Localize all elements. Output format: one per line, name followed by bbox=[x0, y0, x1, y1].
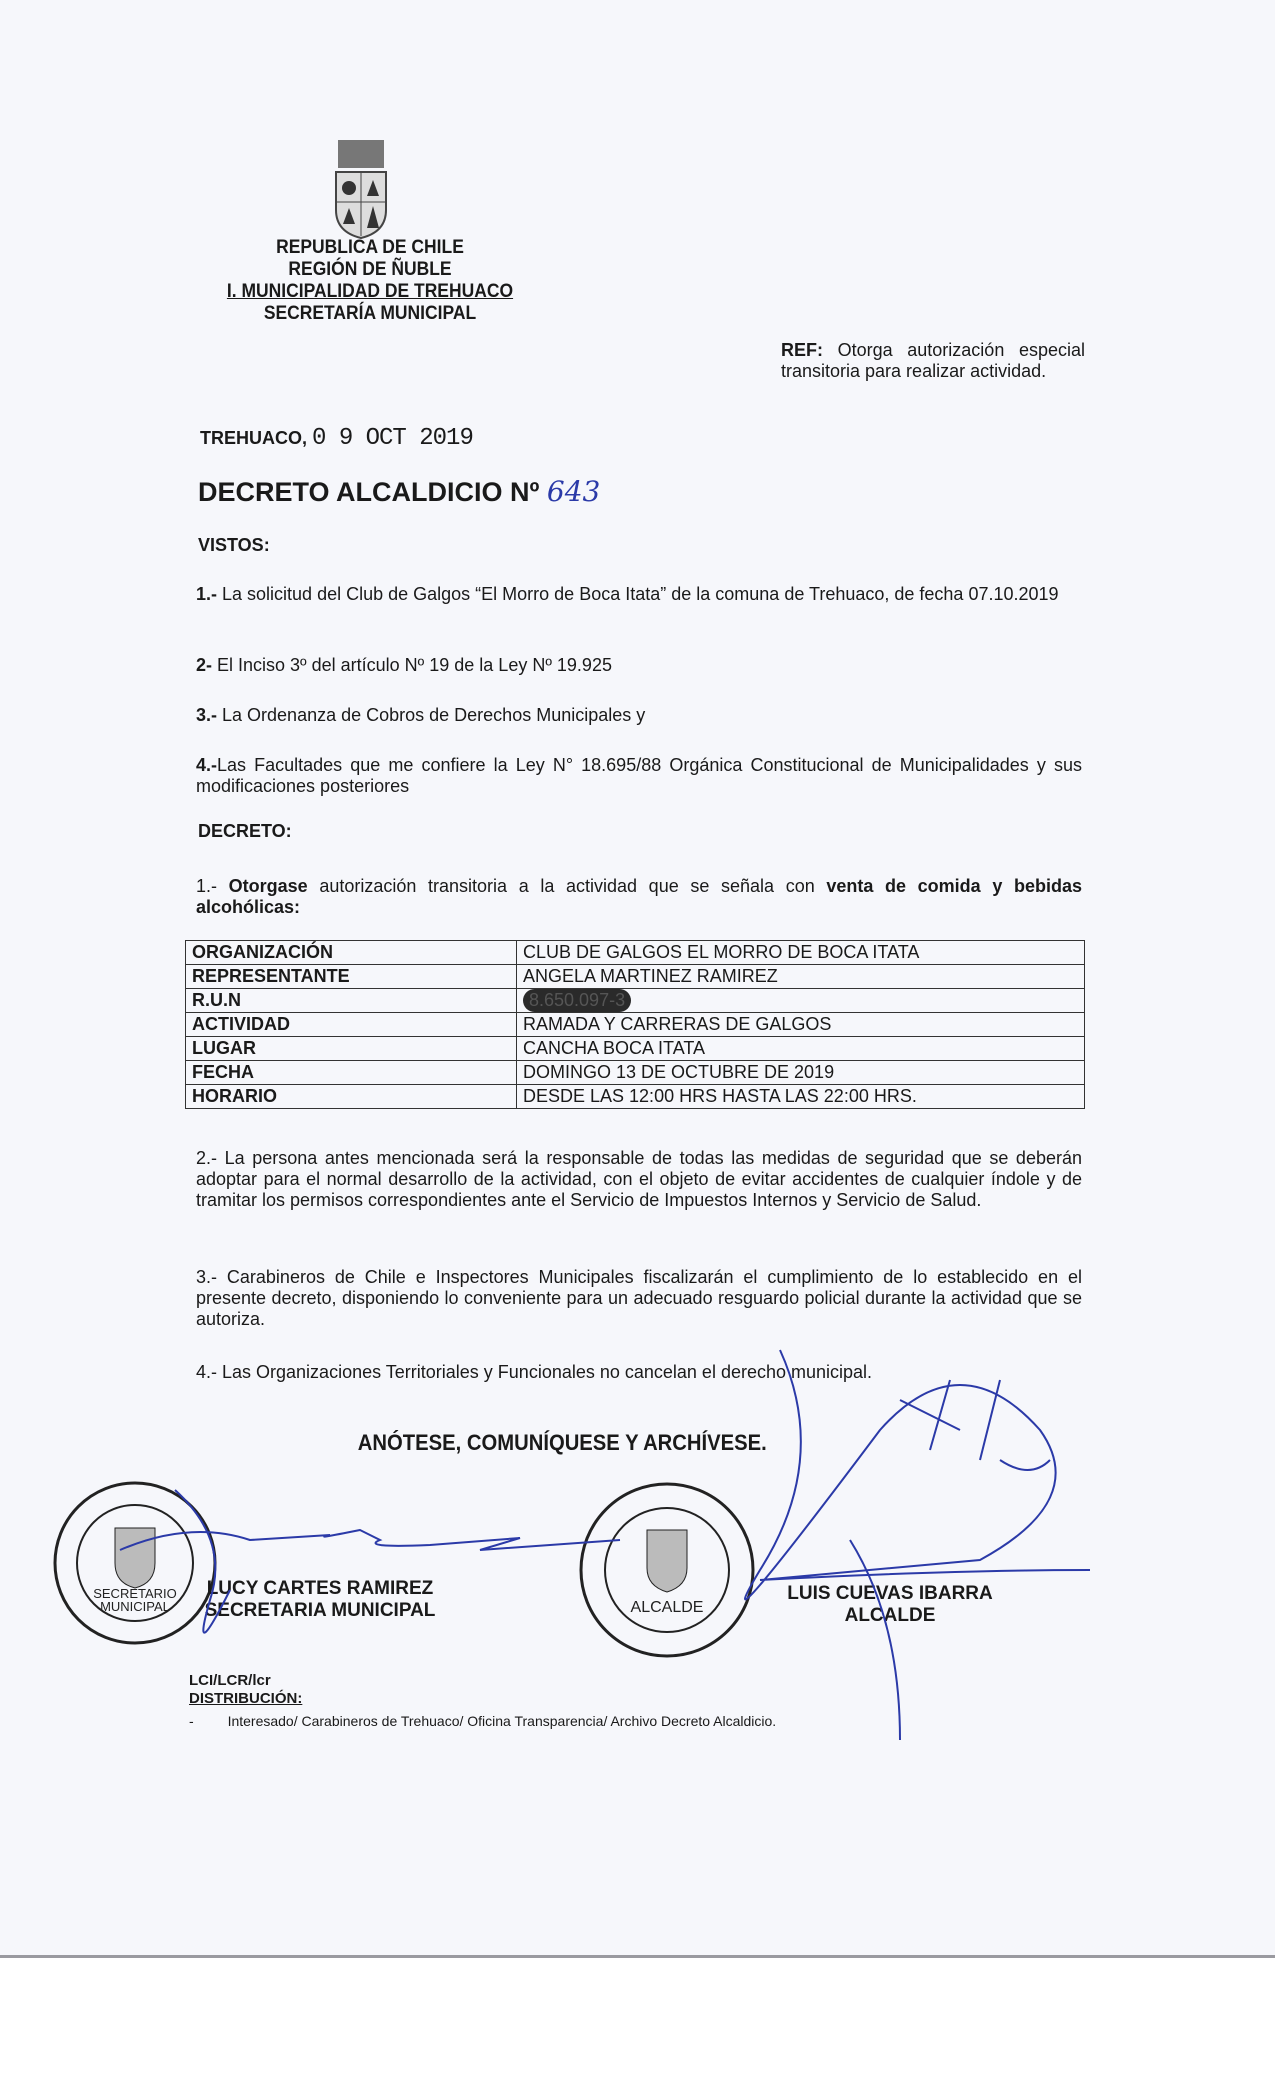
signer-role: ALCALDE bbox=[844, 1605, 936, 1626]
table-row: ORGANIZACIÓN CLUB DE GALGOS EL MORRO DE BOCA ITATA bbox=[186, 941, 1085, 965]
header-line: I. MUNICIPALIDAD DE TREHUACO bbox=[226, 281, 514, 302]
bullet: - bbox=[189, 1713, 194, 1729]
svg-text:MUNICIPAL: MUNICIPAL bbox=[100, 1599, 170, 1614]
vistos-heading: VISTOS: bbox=[198, 535, 270, 555]
place: TREHUACO, bbox=[200, 428, 307, 448]
table-row: FECHA DOMINGO 13 DE OCTUBRE DE 2019 bbox=[186, 1061, 1085, 1085]
header-line: SECRETARÍA MUNICIPAL bbox=[263, 303, 477, 324]
vistos-item: 3.- La Ordenanza de Cobros de Derechos Municipales y bbox=[196, 705, 646, 725]
vistos-item: 4.-Las Facultades que me confiere la Ley N° 18.695/88 Orgánica Constitucional de Municipalidades y sus modificaciones posteriores bbox=[196, 755, 1082, 796]
decreto-heading: DECRETO: bbox=[198, 821, 292, 841]
decreto-item-3: 3.- Carabineros de Chile e Inspectores Municipales fiscalizarán el cumplimiento de lo establecido en el presente decreto, disponiendo lo conveniente para un adecuado resguardo policial durante la actividad que se autoriza. bbox=[196, 1267, 1082, 1329]
table-row: LUGAR CANCHA BOCA ITATA bbox=[186, 1037, 1085, 1061]
vistos-item: 2- El Inciso 3º del artículo Nº 19 de la Ley Nº 19.925 bbox=[196, 655, 612, 675]
decreto-item-1: 1.- Otorgase autorización transitoria a la actividad que se señala con venta de comida y bebidas alcohólicas: bbox=[196, 876, 1082, 917]
table-row: R.U.N 8.650.097-3 bbox=[186, 989, 1085, 1013]
coat-of-arms-logo bbox=[330, 140, 392, 240]
distribution-list bbox=[189, 1713, 776, 1729]
decreto-item-2: 2.- La persona antes mencionada será la responsable de todas las medidas de seguridad que se deberán adoptar para el normal desarrollo de la actividad, con el objeto de evitar accidentes de cualquier índole y de tramitar los permisos correspondientes ante el Servicio de Impuestos Internos y Servicio de Salud. bbox=[196, 1148, 1082, 1210]
ref-text: Otorga autorización especial transitoria para realizar actividad. bbox=[781, 340, 1085, 381]
svg-text:SECRETARIO: SECRETARIO bbox=[93, 1586, 177, 1601]
signer-name: LUIS CUEVAS IBARRA bbox=[787, 1583, 993, 1604]
date-stamp: 0 9 OCT 2019 bbox=[312, 425, 473, 452]
decree-number: 643 bbox=[546, 475, 601, 508]
distribution-heading: DISTRIBUCIÓN: bbox=[189, 1690, 303, 1707]
header-line: REPUBLICA DE CHILE bbox=[276, 237, 464, 258]
title-text: DECRETO ALCALDICIO Nº bbox=[198, 477, 540, 507]
signer-role: SECRETARIA MUNICIPAL bbox=[204, 1600, 436, 1621]
distribution-text: Interesado/ Carabineros de Trehuaco/ Oficina Transparencia/ Archivo Decreto Alcaldicio. bbox=[227, 1713, 777, 1729]
table-row: HORARIO DESDE LAS 12:00 HRS HASTA LAS 22:00 HRS. bbox=[186, 1085, 1085, 1109]
redacted-run: 8.650.097-3 bbox=[523, 989, 631, 1012]
table-row: REPRESENTANTE ANGELA MARTINEZ RAMIREZ bbox=[186, 965, 1085, 989]
signer-name: LUCY CARTES RAMIREZ bbox=[206, 1578, 434, 1599]
place-date bbox=[200, 425, 473, 452]
vistos-item: 1.- La solicitud del Club de Galgos “El Morro de Boca Itata” de la comuna de Trehuaco, de fecha 07.10.2019 bbox=[196, 584, 1059, 604]
closing-formula: ANÓTESE, COMUNÍQUESE Y ARCHÍVESE. bbox=[357, 1430, 767, 1455]
decreto-item-4: 4.- Las Organizaciones Territoriales y Funcionales no cancelan el derecho municipal. bbox=[196, 1362, 873, 1382]
decree-title bbox=[198, 475, 600, 508]
reference bbox=[781, 340, 1085, 382]
header-line: REGIÓN DE ÑUBLE bbox=[288, 259, 452, 280]
table-row: ACTIVIDAD RAMADA Y CARRERAS DE GALGOS bbox=[186, 1013, 1085, 1037]
header-block bbox=[186, 237, 554, 325]
initials: LCI/LCR/lcr bbox=[189, 1672, 271, 1689]
svg-text:ALCALDE: ALCALDE bbox=[630, 1599, 704, 1616]
ref-label: REF: bbox=[781, 340, 823, 360]
activity-table bbox=[185, 940, 1085, 1109]
